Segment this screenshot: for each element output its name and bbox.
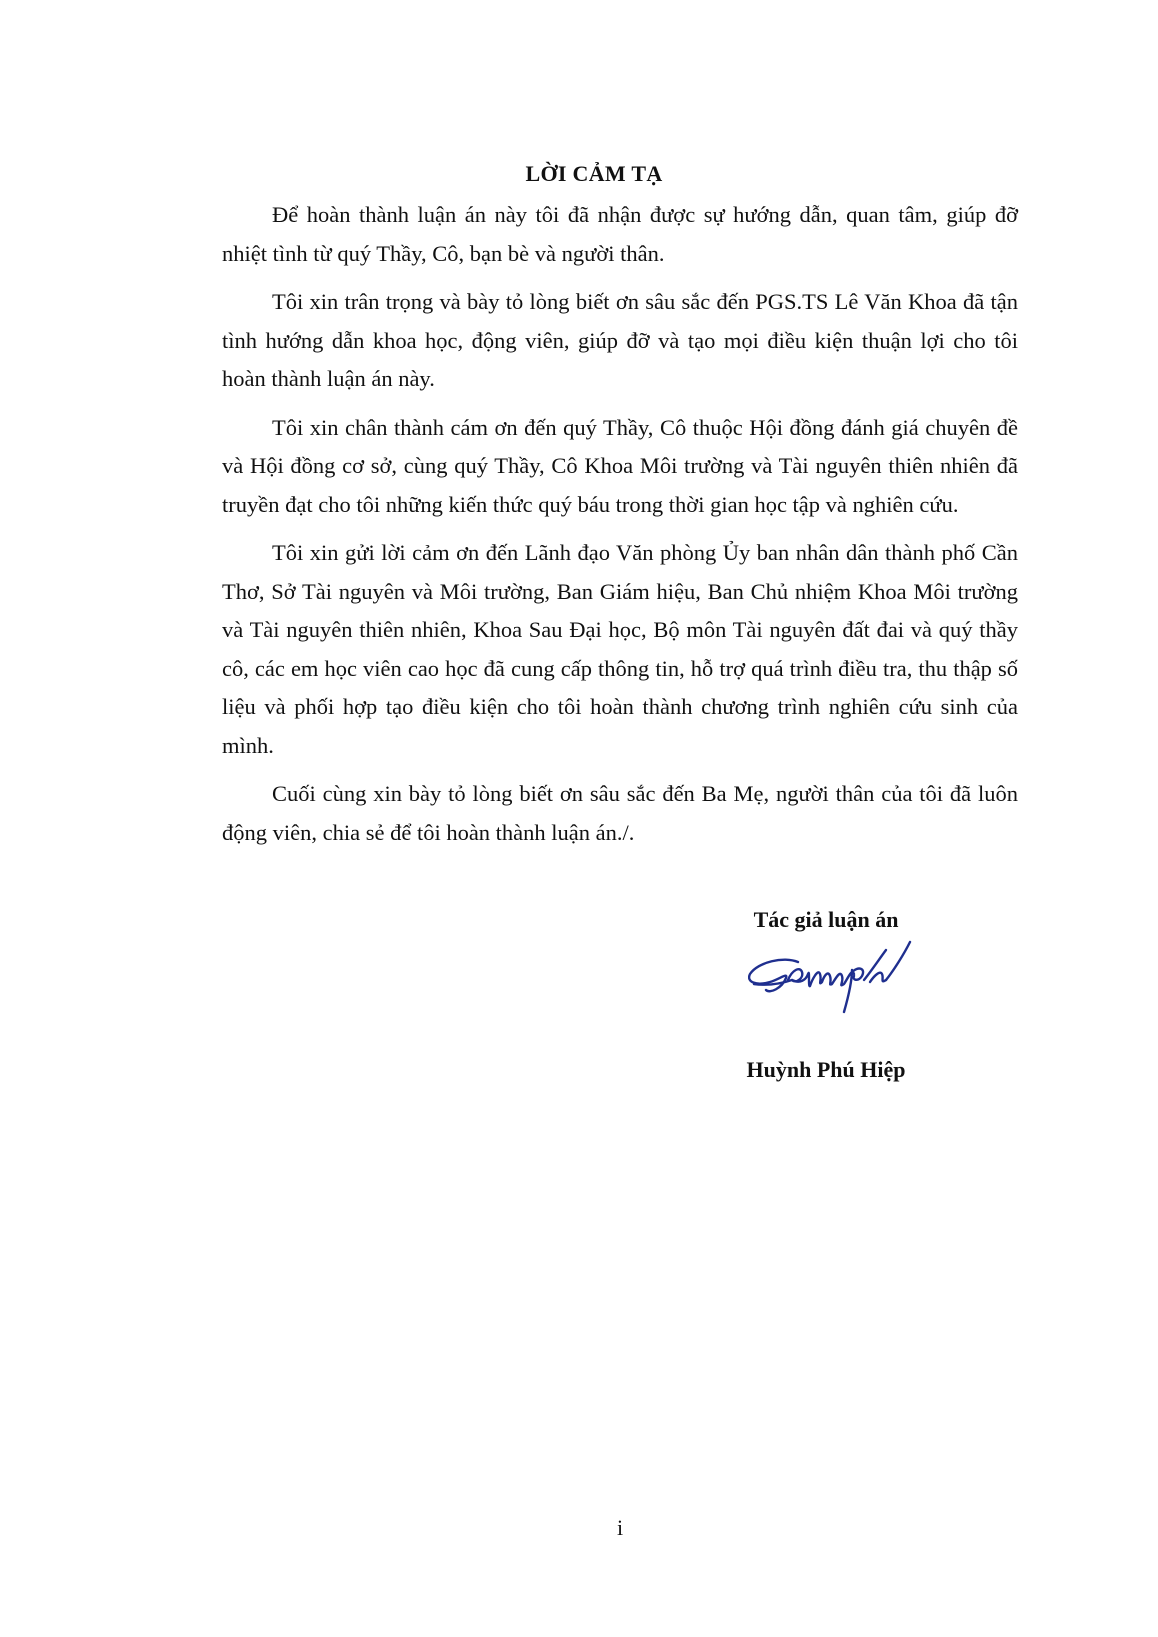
page-title: LỜI CẢM TẠ (525, 161, 663, 186)
author-label: Tác giả luận án (753, 907, 899, 932)
paragraph-2: Tôi xin trân trọng và bày tỏ lòng biết ơn sâu sắc đến PGS.TS Lê Văn Khoa đã tận tình hướng dẫn khoa học, động viên, giúp đỡ và tạo mọi điều kiện thuận lợi cho tôi hoàn thành luận án này. (222, 289, 1018, 391)
author-name: Huỳnh Phú Hiệp (746, 1057, 906, 1082)
paragraph-5: Cuối cùng xin bày tỏ lòng biết ơn sâu sắc đến Ba Mẹ, người thân của tôi đã luôn động viên, chia sẻ để tôi hoàn thành luận án./. (222, 781, 1018, 845)
page-number: i (616, 1515, 624, 1540)
signature-icon (748, 940, 928, 1035)
paragraph-4: Tôi xin gửi lời cảm ơn đến Lãnh đạo Văn phòng Ủy ban nhân dân thành phố Cần Thơ, Sở Tài nguyên và Môi trường, Ban Giám hiệu, Ban Chủ nhiệm Khoa Môi trường và Tài nguyên thiên nhiên, Khoa Sau Đại học, Bộ môn Tài nguyên đất đai và quý thầy cô, các em học viên cao học đã cung cấp thông tin, hỗ trợ quá trình điều tra, thu thập số liệu và phối hợp tạo điều kiện cho tôi hoàn thành chương trình nghiên cứu sinh của mình. (222, 540, 1018, 758)
paragraph-3: Tôi xin chân thành cám ơn đến quý Thầy, Cô thuộc Hội đồng đánh giá chuyên đề và Hội đồng cơ sở, cùng quý Thầy, Cô Khoa Môi trường và Tài nguyên thiên nhiên đã truyền đạt cho tôi những kiến thức quý báu trong thời gian học tập và nghiên cứu. (222, 414, 1018, 517)
paragraph-1: Để hoàn thành luận án này tôi đã nhận được sự hướng dẫn, quan tâm, giúp đỡ nhiệt tình từ quý Thầy, Cô, bạn bè và người thân. (222, 202, 1018, 266)
acknowledgement-body (222, 196, 1018, 862)
